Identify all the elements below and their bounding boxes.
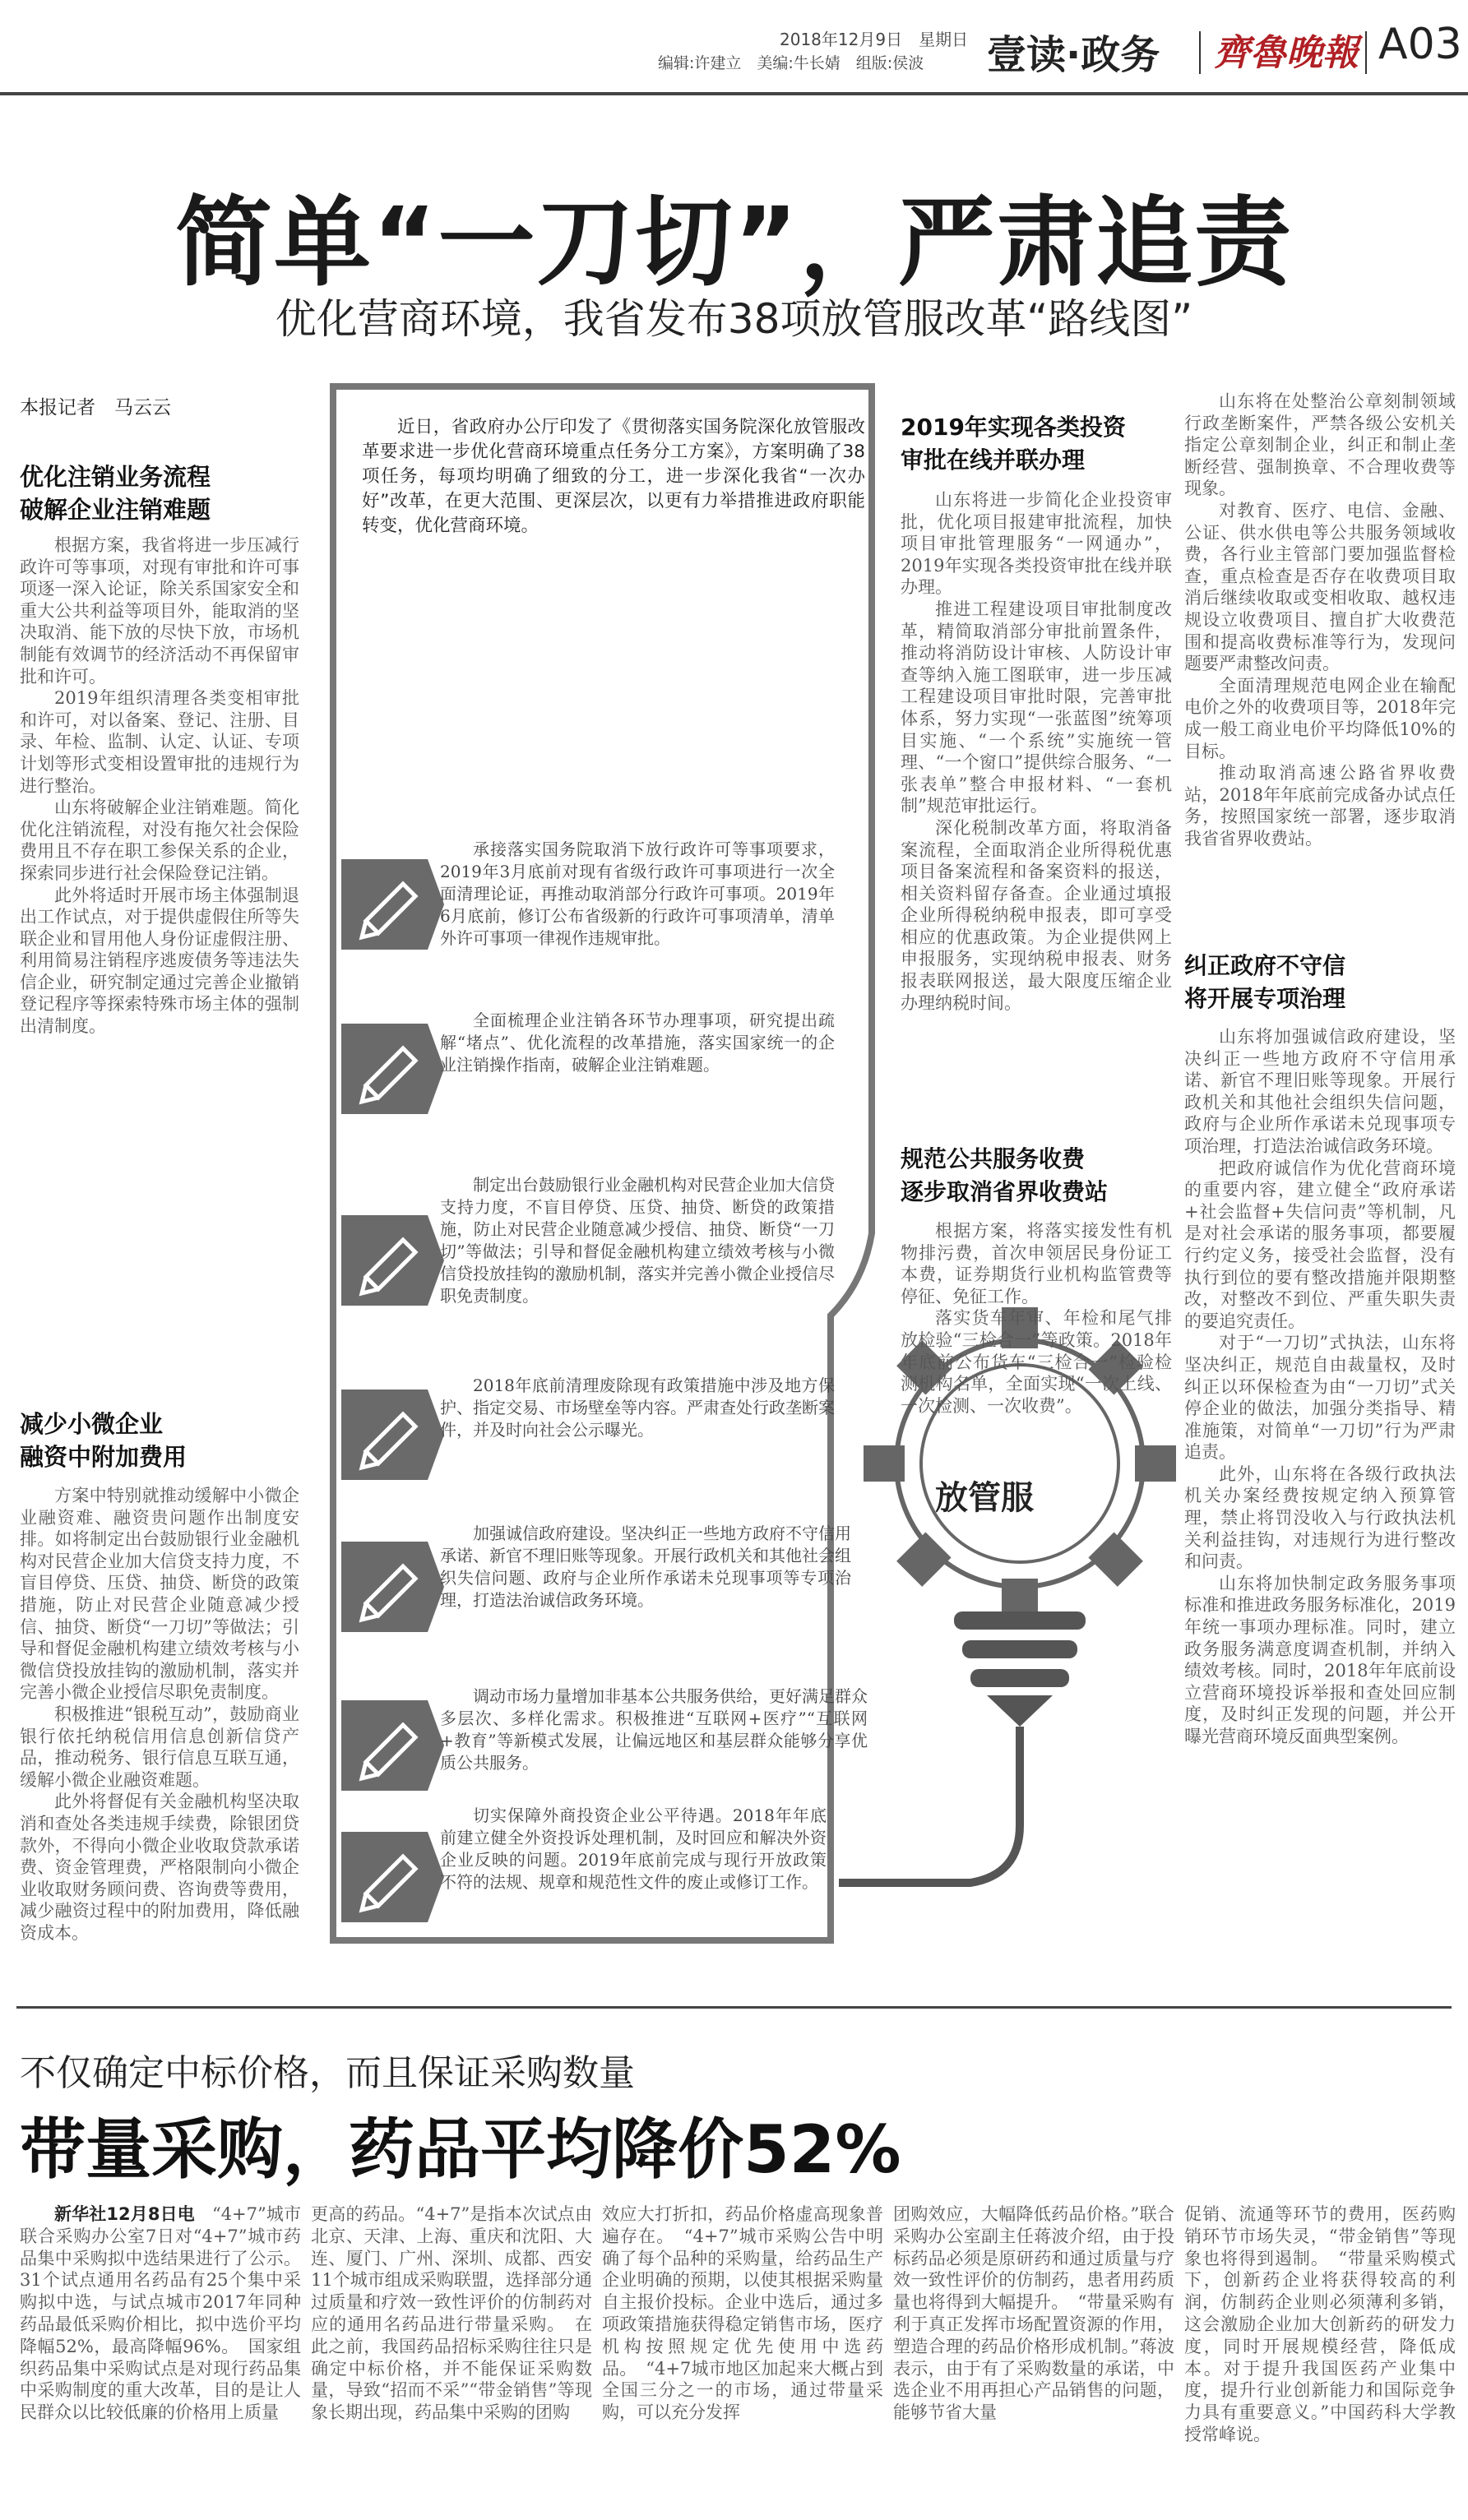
pencil-markers <box>341 859 444 1922</box>
subheading-line: 融资中附加费用 <box>20 1443 188 1471</box>
page-number: A03 <box>1378 20 1462 69</box>
paragraph: 把政府诚信作为优化营商环境的重要内容，建立健全“政府承诺+社会监督+失信问责”等机制，凡是对社会承诺的服务事项，都要履行约定义务，接受社会监督，没有执行到位的要有整改措施并限期整改，对整改不到位、严重失职失责的要追究责任。 <box>1184 1158 1456 1331</box>
paragraph: 山东将进一步简化企业投资审批，优化项目报建审批流程，加快项目审批管理服务“一网通办”，2019年实现各类投资审批在线并联办理。 <box>901 490 1172 598</box>
paragraph: 对教育、医疗、电信、金融、公证、供水供电等公共服务领域收费，各行业主管部门要加强监督检查，重点检查是否存在收费项目取消后继续收取或变相收取、越权违规设立收费项目、擅自扩大收费范围和提高收费标准等行为，发现问题要严肃整改问责。 <box>1184 500 1456 674</box>
middle-subheading-2 <box>901 1143 1108 1209</box>
subheading-line: 逐步取消省界收费站 <box>901 1178 1109 1205</box>
task-item <box>440 1375 835 1441</box>
task-item <box>440 1174 835 1307</box>
task-item <box>440 1805 827 1893</box>
right-body-2 <box>1184 1026 1456 1939</box>
section-title: 壹读·政务 <box>987 32 1160 78</box>
paragraph: 积极推进“银税互动”，鼓励商业银行依托纳税信用信息创新信贷产品，推动税务、银行信息互联互通，缓解小微企业融资难题。 <box>20 1704 299 1790</box>
paragraph: 此外将适时开展市场主体强制退出工作试点，对于提供虚假住所等失联企业和冒用他人身份证虚假注册、利用简易注销程序逃废债务等违法失信企业，研究制定通过完善企业撤销登记程序等探索特殊市场主体的强制出清制度。 <box>20 885 299 1037</box>
task-item <box>440 1010 835 1076</box>
middle-body-1 <box>901 489 1172 1131</box>
column-text: 团购效应，大幅降低药品价格。”联合采购办公室副主任蒋波介绍，由于投标药品必须是原研药和通过质量与疗效一致性评价的仿制药，患者用药质量也将得到大幅提升。 “带量采购有利于真正发挥市场配置资源的作用，塑造合理的药品价格形成机制。”蒋波表示，由于有了采购数量的承诺，中选企业不用再担心产品销售的问题，能够节省大量 <box>893 2204 1174 2423</box>
paragraph: 推动取消高速公路省界收费站，2018年年底前完成备办试点任务，按照国家统一部署，逐步取消我省省界收费站。 <box>1184 763 1456 848</box>
paragraph: 山东将在处整治公章刻制领域行政垄断案件，严禁各级公安机关指定公章刻制企业，纠正和制止垄断经营、强制换章、不合理收费等现象。 <box>1184 391 1456 499</box>
middle-body-2 <box>901 1220 1172 1442</box>
editors-line: 编辑:许建立 美编:牛长婧 组版:侯波 <box>658 54 924 72</box>
bottom-column-2 <box>311 2203 592 2512</box>
bottom-column-3 <box>602 2203 883 2512</box>
paragraph: 根据方案，将落实接发性有机物排污费，首次申领居民身份证工本费，证券期货行业机构监管费等停征、免征工作。 <box>901 1221 1172 1306</box>
right-body-1 <box>1184 391 1456 950</box>
task-text: 2018年底前清理废除现有政策措施中涉及地方保护、指定交易、市场壁垒等内容。严肃查处行政垄断案件，并及时向社会公示曝光。 <box>440 1376 835 1440</box>
subheading-line: 审批在线并联办理 <box>901 446 1086 474</box>
article-divider <box>16 2006 1452 2009</box>
paragraph: 此外将督促有关金融机构坚决取消和查处各类违规手续费，除银团贷款外，不得向小微企业收取贷款承诺费、资金管理费，严格限制向小微企业收取财务顾问费、咨询费等费用，减少融资过程中的附加费用，降低融资成本。 <box>20 1792 299 1943</box>
bottom-column-1 <box>20 2203 301 2512</box>
column-text: 效应大打折扣，药品价格虚高现象普遍存在。 “4+7”城市采购公告中明确了每个品种的采购量，给药品生产企业明确的预期，以使其根据采购量自主报价投标。企业中选后，通过多项政策措施获得稳定销售市场，医疗机构按照规定优先使用中选药品。 “4+7城市地区加起来大概占到全国三分之一的市场，通过带量采购，可以充分发挥 <box>602 2204 883 2423</box>
task-text: 全面梳理企业注销各环节办理事项，研究提出疏解“堵点”、优化流程的改革措施，落实国家统一的企业注销操作指南，破解企业注销难题。 <box>440 1010 835 1075</box>
paragraph: 方案中特别就推动缓解中小微企业融资难、融资贵问题作出制度安排。如将制定出台鼓励银行业金融机构对民营企业加大信贷支持力度，不盲目停贷、压贷、抽贷、断贷的政策措施，防止对民营企业随意减少授信、抽贷、断贷“一刀切”等做法；引导和督促金融机构建立绩效考核与小微信贷投放挂钩的激励机制，落实并完善小微企业授信尽职免责制度。 <box>20 1486 299 1703</box>
second-subheadline: 不仅确定中标价格，而且保证采购数量 <box>20 2052 635 2094</box>
paragraph: 深化税制改革方面，将取消备案流程，全面取消企业所得税优惠项目备案流程和备案资料的报送，相关资料留存备查。企业通过填报企业所得税纳税申报表，即可享受相应的优惠政策。为企业提供网上申报服务，实现纳税申报表、财务报表联网报送，最大限度压缩企业办理纳税时间。 <box>901 817 1172 1013</box>
byline: 本报记者 马云云 <box>20 397 171 418</box>
second-headline: 带量采购，药品平均降价52% <box>20 2111 901 2188</box>
paragraph: 对于“一刀切”式执法，山东将坚决纠正，规范自由裁量权，及时纠正以环保检查为由“一刀切”式关停企业的做法，加强分类指导、精准施策，对简单“一刀切”行为严肃追责。 <box>1184 1333 1456 1463</box>
subheading-line: 2019年实现各类投资 <box>901 414 1126 441</box>
task-item <box>440 1685 868 1774</box>
task-text: 调动市场力量增加非基本公共服务供给，更好满足群众多层次、多样化需求。积极推进“互联网+医疗”“互联网+教育”等新模式发展，让偏远地区和基层群众能够分享优质公共服务。 <box>440 1686 868 1773</box>
paragraph: 推进工程建设项目审批制度改革，精简取消部分审批前置条件，推动将消防设计审核、人防设计审查等纳入施工图联审，进一步压减工程建设项目审批时限，完善审批体系，努力实现“一张蓝图”统筹项目实施、“一个系统”实施统一管理、“一个窗口”提供综合服务、“一张表单”整合申报材料、“一套机制”规范审批运行。 <box>901 599 1172 816</box>
subheading-line: 纠正政府不守信 <box>1184 952 1346 979</box>
paragraph: 山东将加强诚信政府建设，坚决纠正一些地方政府不守信用承诺、新官不理旧账等现象。开展行政机关和其他社会组织失信问题，政府与企业所作承诺未兑现事项专项治理，打造法治诚信政务环境。 <box>1184 1027 1456 1156</box>
subheading-line: 减少小微企业 <box>20 1410 164 1438</box>
issue-date: 2018年12月9日 星期日 <box>780 30 969 49</box>
bulb-base-icon <box>839 1611 1086 1883</box>
task-text: 加强诚信政府建设。坚决纠正一些地方政府不守信用承诺、新官不理旧账等现象。开展行政机关和其他社会组织失信问题、政府与企业所作承诺未兑现事项等专项治理，打造法治诚信政务环境。 <box>440 1524 851 1610</box>
right-subheading-2 <box>1184 950 1345 1015</box>
column-text: “4+7”城市联合采购办公室7日对“4+7”城市药品集中采购拟中选结果进行了公示。31个试点通用名药品有25个集中采购拟中选，与试点城市2017年同种药品最低采购价相比，拟中选价平均降幅52%，最高降幅96%。 国家组织药品集中采购试点是对现行药品集中采购制度的重大改革，目的是让人民群众以比较低廉的价格用上质量 <box>20 2204 301 2423</box>
gear-label: 放管服 <box>935 1479 1034 1517</box>
subheading-line: 优化注销业务流程 <box>20 463 211 491</box>
paragraph: 全面清理规范电网企业在输配电价之外的收费项目等，2018年完成一般工商业电价平均降低10%的目标。 <box>1184 675 1456 761</box>
dateline: 新华社12月8日电 <box>54 2204 195 2224</box>
paragraph: 山东将破解企业注销难题。简化优化注销流程，对没有拖欠社会保险费用且不存在职工参保关系的企业，探索同步进行社会保险登记注销。 <box>20 798 299 883</box>
middle-subheading-1 <box>901 411 1126 477</box>
subheading-line: 破解企业注销难题 <box>20 496 211 524</box>
paragraph: 此外，山东将在各级行政执法机关办案经费按规定纳入预算管理，禁止将罚没收入与行政执法机关利益挂钩，对违规行为进行整改和问责。 <box>1184 1463 1456 1572</box>
subheading-line: 规范公共服务收费 <box>901 1145 1086 1172</box>
main-headline: 简单“一刀切”，严肃追责 <box>174 186 1294 299</box>
task-item <box>440 839 835 950</box>
task-text: 制定出台鼓励银行业金融机构对民营企业加大信贷支持力度，不盲目停贷、压贷、抽贷、断贷的政策措施，防止对民营企业随意减少授信、抽贷、断贷“一刀切”等做法；引导和督促金融机构建立绩效考核与小微信贷投放挂钩的激励机制，落实并完善小微企业授信尽职免责制度。 <box>440 1175 835 1306</box>
paragraph: 山东将加快制定政务服务事项标准和推进政务服务标准化，2019年统一事项办理标准。同时，建立政务服务满意度调查机制，并纳入绩效考核。同时，2018年年底前设立营商环境投诉举报和查处回应制度，及时纠正发现的问题，并公开曝光营商环境反面典型案例。 <box>1184 1573 1456 1746</box>
column-text: 促销、流通等环节的费用，医药购销环节市场失灵，“带金销售”等现象也将得到遏制。 “带量采购模式下，创新药企业将获得较高的利润，仿制药企业则必须薄利多销，这会激励企业加大创新药的研发力度，同时开展规模经营，降低成本。对于提升我国医药产业集中度，提升行业创新能力和国际竞争力具有重要意义。”中国药科大学教授常峰说。 <box>1184 2204 1456 2444</box>
main-subheadline: 优化营商环境，我省发布38项放管服改革“路线图” <box>275 295 1193 343</box>
task-item <box>440 1523 851 1611</box>
bottom-column-5 <box>1184 2203 1456 2512</box>
subheading-line: 将开展专项治理 <box>1184 985 1346 1012</box>
paragraph: 根据方案，我省将进一步压减行政许可等事项，对现有审批和许可事项逐一深入论证，除关系国家安全和重大公共利益等项目外，能取消的坚决取消、能下放的尽快下放，市场机制能有效调节的经济活动不再保留审批和许可。 <box>20 535 299 687</box>
task-text: 承接落实国务院取消下放行政许可等事项要求，2019年3月底前对现有省级行政许可事项进行一次全面清理论证，再推动取消部分行政许可事项。2019年6月底前，修订公布省级新的行政许可事项清单，清单外许可事项一律视作违规审批。 <box>440 839 835 948</box>
task-text: 切实保障外商投资企业公平待遇。2018年年底前建立健全外资投诉处理机制，及时回应和解决外资企业反映的问题。2019年底前完成与现行开放政策不符的法规、规章和规范性文件的废止或修订工作。 <box>440 1806 827 1892</box>
paragraph: 落实货车年审、年检和尾气排放检验“三检合一”等政策。2018年年底前公布货车“三检合一”检验检测机构名单，全面实现“一次上线、一次检测、一次收费”。 <box>901 1308 1172 1416</box>
column-text: 更高的药品。“4+7”是指本次试点由北京、天津、上海、重庆和沈阳、大连、厦门、广州、深圳、成都、西安11个城市组成采购联盟，选择部分通过质量和疗效一致性评价的仿制药对应的通用名药品进行带量采购。 在此之前，我国药品招标采购往往只是确定中标价格，并不能保证采购数量，导致“招而不采”“带金销售”等现象长期出现，药品集中采购的团购 <box>311 2204 592 2423</box>
bottom-column-4 <box>893 2203 1174 2512</box>
intro-box <box>362 415 865 539</box>
newspaper-logo: 齊魯晚報 <box>1214 32 1359 74</box>
paragraph: 2019年组织清理各类变相审批和许可，对以备案、登记、注册、目录、年检、监制、认定、认证、专项计划等形式变相设置审批的违规行为进行整治。 <box>20 688 299 796</box>
intro-text: 近日，省政府办公厅印发了《贯彻落实国务院深化放管服改革要求进一步优化营商环境重点任务分工方案》，方案明确了38项任务，每项均明确了细致的分工，进一步深化我省“一次办好”改革，在更大范围、更深层次，以更有力举措推进政府职能转变，优化营商环境。 <box>362 417 865 536</box>
